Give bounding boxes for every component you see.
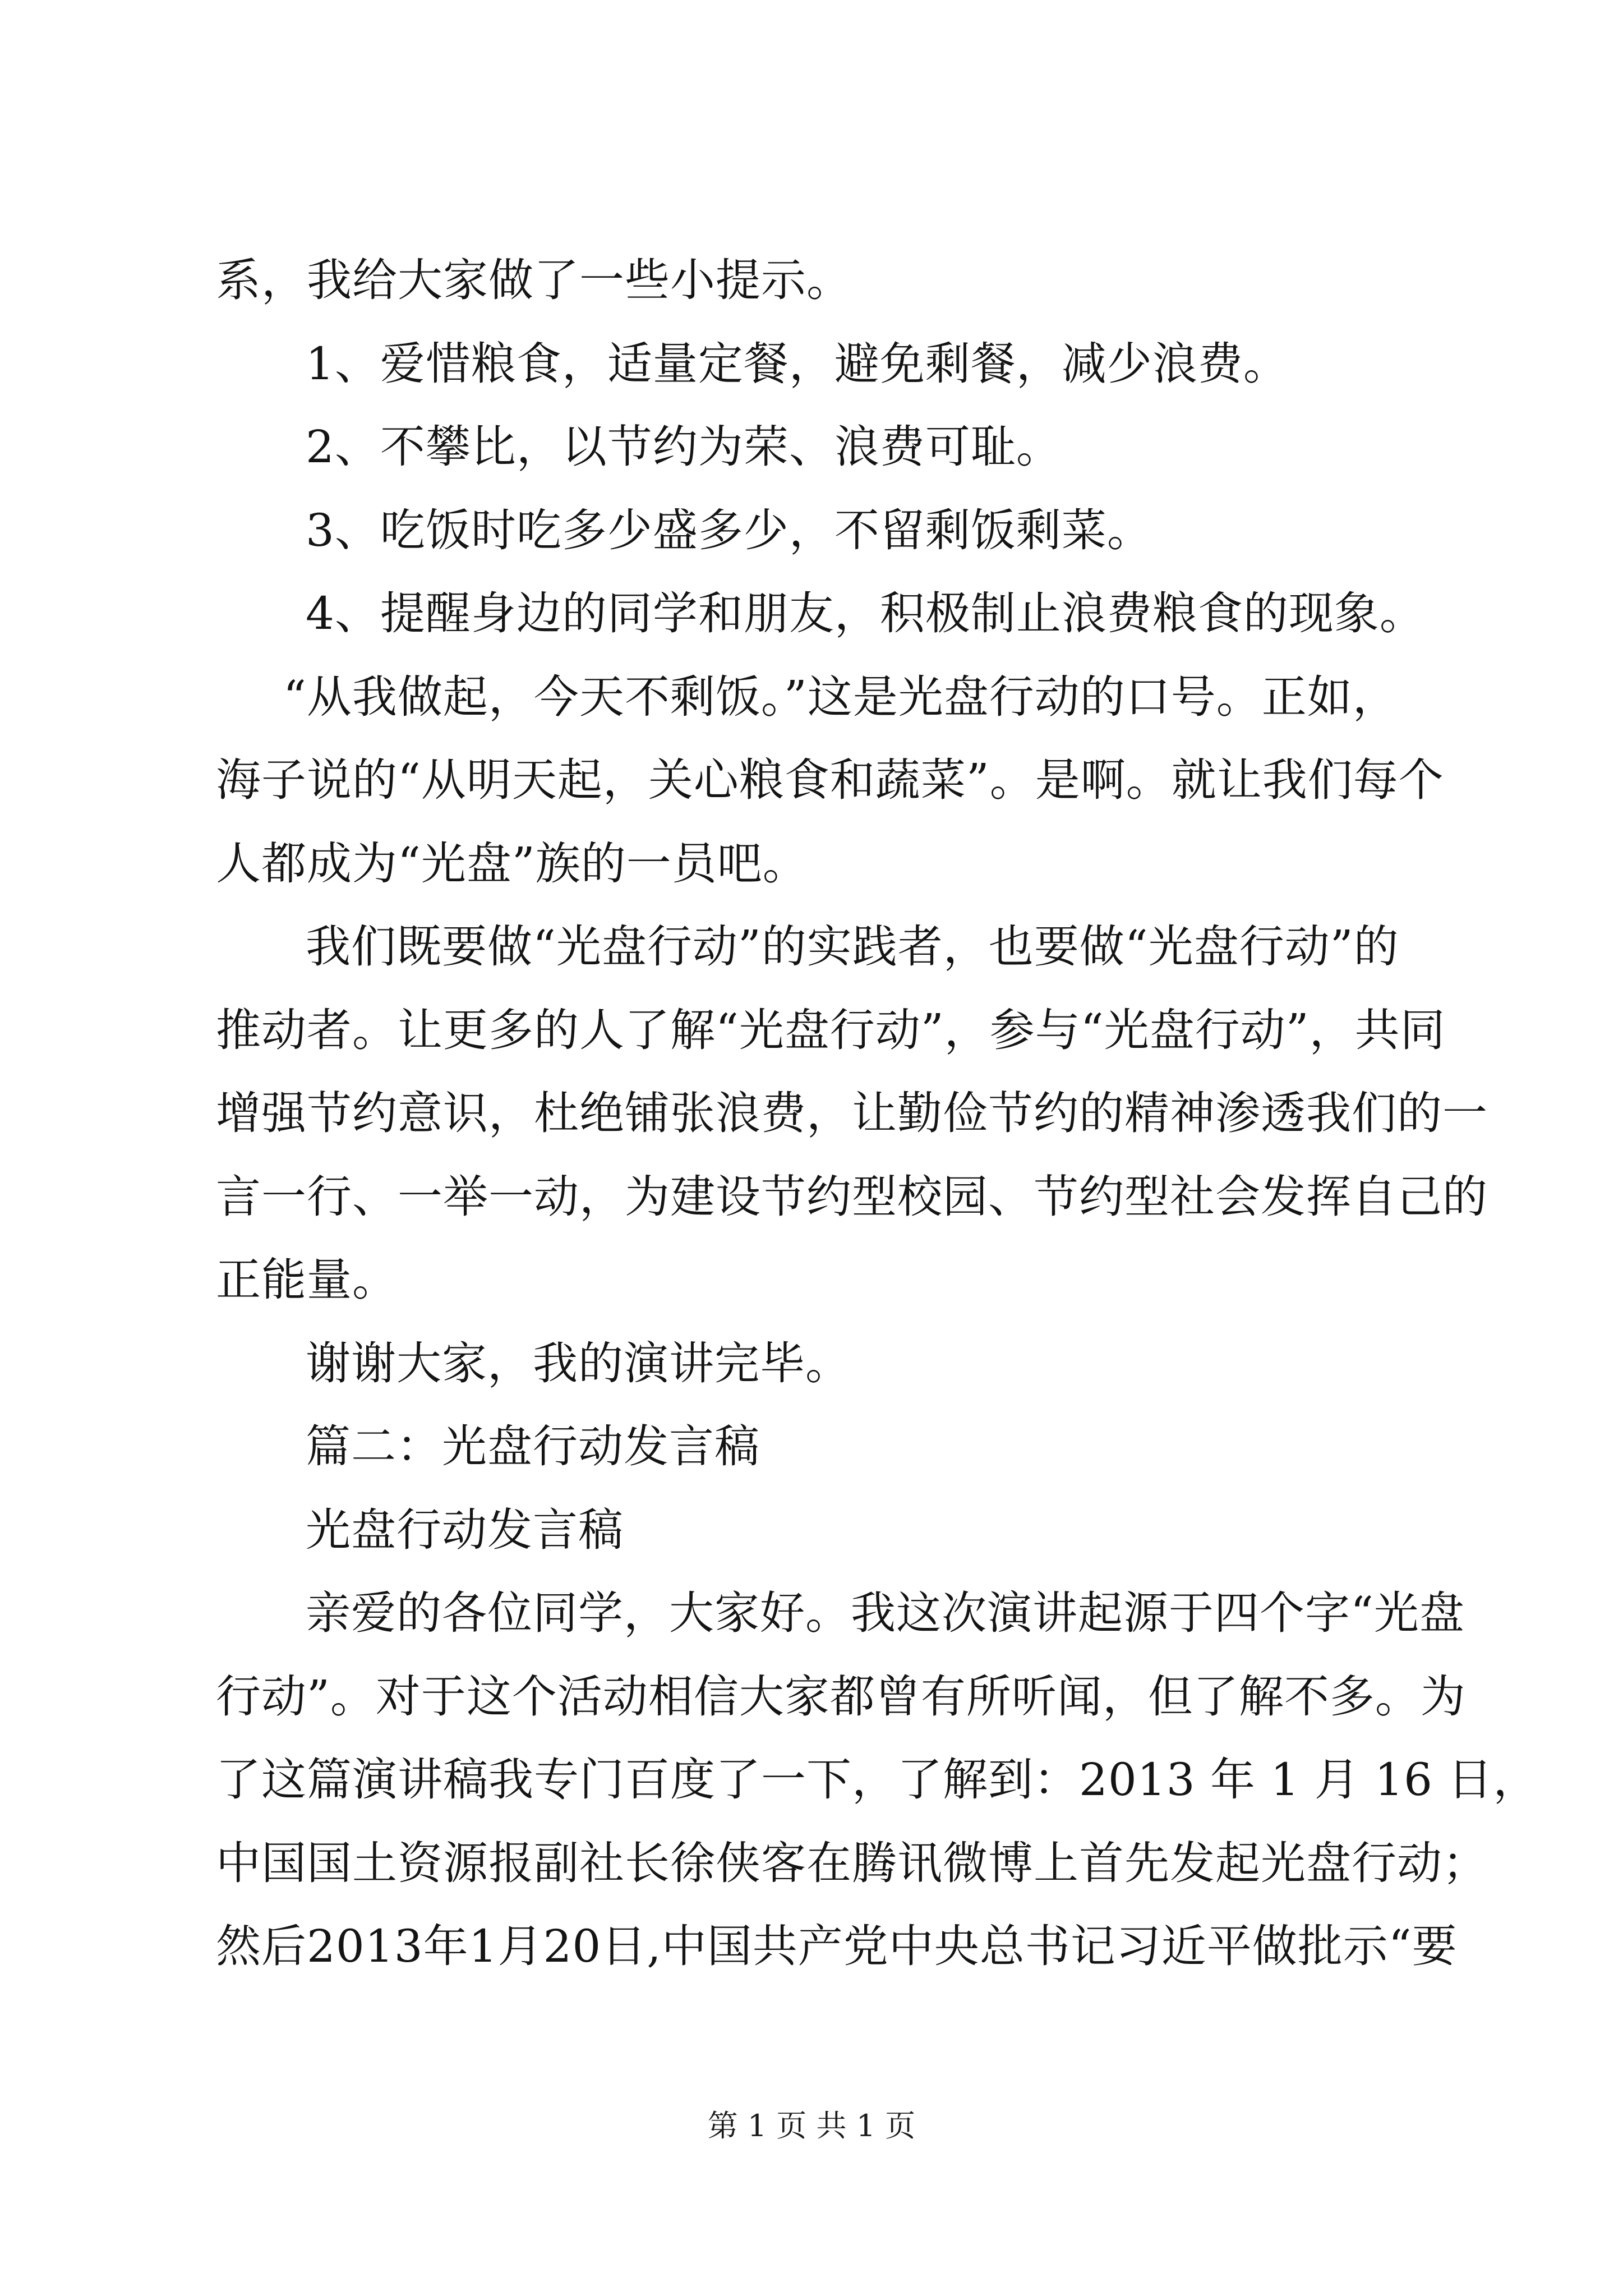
text-line: 亲爱的各位同学，大家好。我这次演讲起源于四个字“光盘 [306,1587,1465,1639]
page-footer: 第 1 页 共 1 页 [707,2108,916,2143]
text-line: 言一行、一举一动，为建设节约型校园、节约型社会发挥自己的 [216,1170,1488,1223]
text-line: 2、不攀比，以节约为荣、浪费可耻。 [306,421,1062,473]
text-line: 行动”。对于这个活动相信大家都曾有所听闻，但了解不多。为 [216,1670,1466,1723]
text-line: 增强节约意识，杜绝铺张浪费，让勤俭节约的精神渗透我们的一 [216,1087,1488,1139]
text-line: 人都成为“光盘”族的一员吧。 [216,837,808,890]
body-text [216,254,1539,2008]
text-line: 海子说的“从明天起，关心粮食和蔬菜”。是啊。就让我们每个 [216,754,1444,806]
text-line: 推动者。让更多的人了解“光盘行动”，参与“光盘行动”，共同 [216,1004,1446,1056]
text-line: 1、爱惜粮食，适量定餐，避免剩餐，减少浪费。 [306,337,1289,390]
section-heading: 篇二：光盘行动发言稿 [306,1420,760,1473]
section-title: 光盘行动发言稿 [306,1503,624,1556]
text-line: 了这篇演讲稿我专门百度了一下，了解到：2013 年 1 月 16 日， [216,1754,1539,1806]
text-line: 中国国土资源报副社长徐侠客在腾讯微博上首先发起光盘行动； [216,1837,1488,1889]
text-line: 正能量。 [216,1254,398,1306]
text-line: “从我做起，今天不剩饭。”这是光盘行动的口号。正如， [283,670,1398,723]
text-line: 谢谢大家，我的演讲完毕。 [306,1337,851,1389]
text-line: 然后2013年1月20日,中国共产党中央总书记习近平做批示“要 [216,1920,1458,1972]
text-line: 我们既要做“光盘行动”的实践者，也要做“光盘行动”的 [306,921,1399,973]
text-line: 3、吃饭时吃多少盛多少，不留剩饭剩菜。 [306,504,1152,556]
text-line: 4、提醒身边的同学和朋友，积极制止浪费粮食的现象。 [306,587,1425,639]
text-line: 系，我给大家做了一些小提示。 [216,254,852,306]
